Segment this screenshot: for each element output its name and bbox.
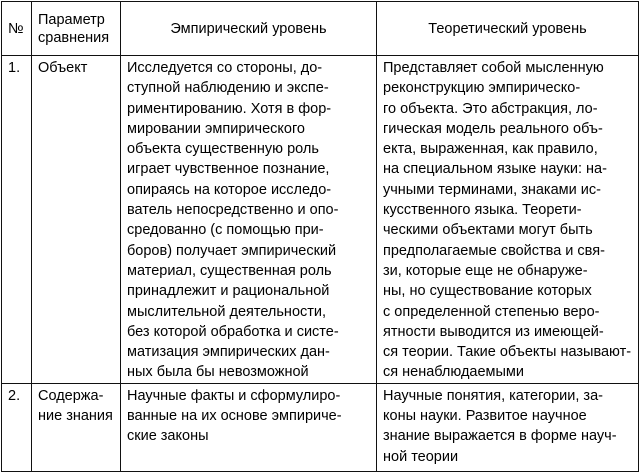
row-theoretical: Представляет собой мысленную реконструкцию эмпирическо- го объекта. Это абстракция, ло- гическая модель реального объ- екта, выраженная, как правило, на специальном языке науки: на- учными терминами, знаками ис- кусственного языка. Теорети- ческими объектами могут быть предполагаемые свойства и свя- зи, которые еще не обнаруже- ны, но существование которых с определенной степенью веро- ятности выводится из имеющей- ся теории. Такие объекты называют- ся ненаблюдаемыми xyxy=(377,56,639,384)
header-theoretical-label: Теоретический уровень xyxy=(428,20,587,37)
header-empirical xyxy=(121,2,377,56)
row-parameter: Содержа- ние знания xyxy=(32,383,121,471)
row-number xyxy=(2,383,32,471)
header-empirical-label: Эмпирический уровень xyxy=(170,20,327,37)
row-number-label: 2. xyxy=(8,387,21,404)
row-empirical: Исследуется со стороны, до- ступной наблюдению и экспе- риментированию. Хотя в фор- мировании эмпирического объекта существенную роль играет чувственное познание, опираясь на которое исследо- ватель непосредственно и опо- средованно (с помощью при- боров) получает эмпирический материал, существенная роль принадлежит и рациональной мыслительной деятельности, без которой обработка и систе- матизация эмпирических дан- ных была бы невозможной xyxy=(121,56,377,384)
header-parameter xyxy=(32,2,121,56)
header-number-label: № xyxy=(8,20,24,37)
row-parameter: Объект xyxy=(32,56,121,384)
header-number xyxy=(2,2,32,56)
table-row xyxy=(2,56,639,384)
row-number xyxy=(2,56,32,384)
table-row xyxy=(2,383,639,471)
row-number-label: 1. xyxy=(8,60,21,76)
row-theoretical: Научные понятия, категории, за- коны науки. Развитое научное знание выражается в форме науч- ной теории xyxy=(377,383,639,471)
row-empirical: Научные факты и сформулиро- ванные на их основе эмпириче- ские законы xyxy=(121,383,377,471)
header-theoretical xyxy=(377,2,639,56)
header-parameter-label: Параметр сравнения xyxy=(38,11,110,46)
header-row xyxy=(2,2,639,56)
comparison-table xyxy=(1,1,639,472)
